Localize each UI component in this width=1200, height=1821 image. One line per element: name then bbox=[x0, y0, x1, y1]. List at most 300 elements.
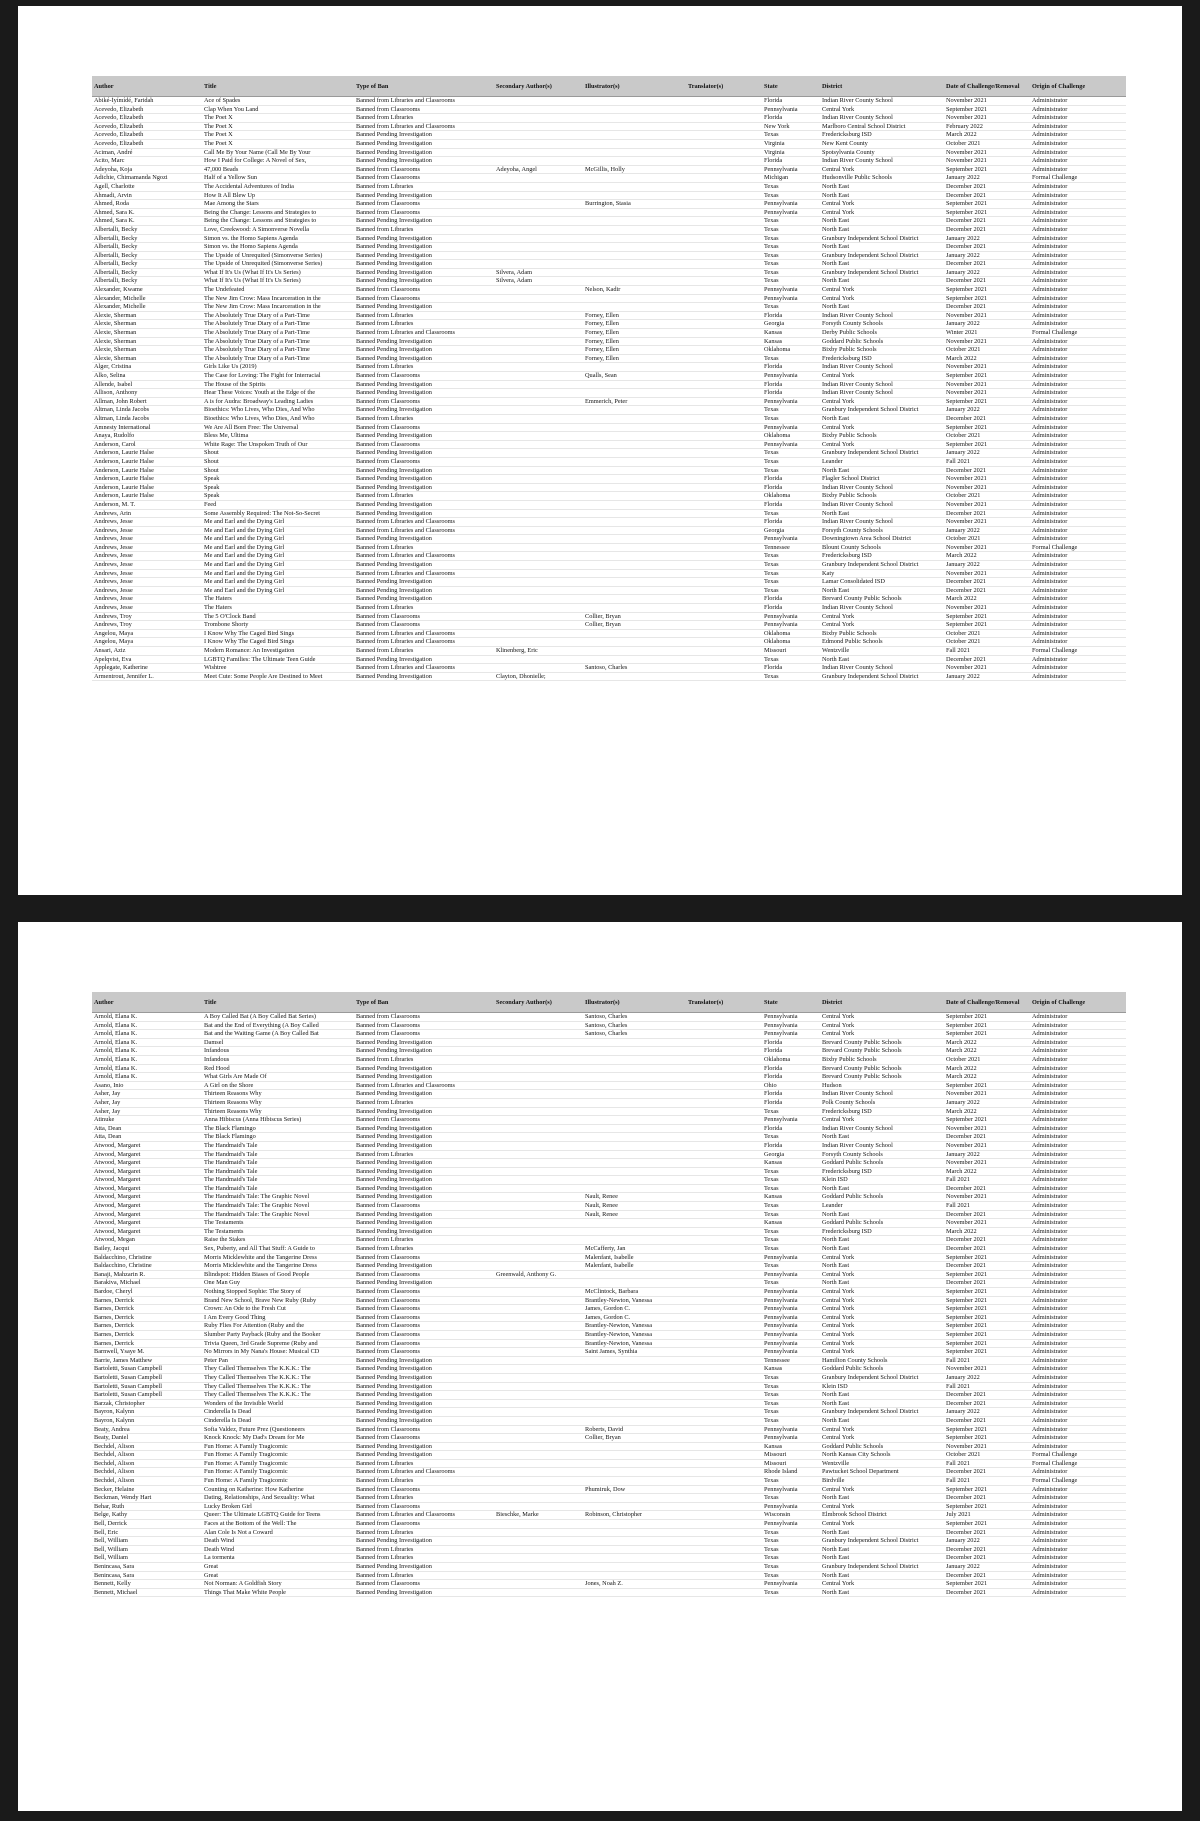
table-row bbox=[92, 1416, 1126, 1425]
title-cell: Anna Hibiscus (Anna Hibiscus Series) bbox=[202, 1116, 354, 1125]
translator-cell bbox=[686, 406, 762, 415]
secondary-author-cell bbox=[494, 380, 583, 389]
date-cell: December 2021 bbox=[944, 1210, 1030, 1219]
author-cell: Andrews, Jesse bbox=[92, 569, 202, 578]
date-cell: December 2021 bbox=[944, 509, 1030, 518]
origin-cell: Administrator bbox=[1030, 1554, 1126, 1563]
table-row bbox=[92, 638, 1126, 647]
state-cell: Georgia bbox=[762, 1150, 820, 1159]
author-cell: Ahmed, Sara K. bbox=[92, 217, 202, 226]
title-cell: Morris Micklewhite and the Tangerine Dress bbox=[202, 1262, 354, 1271]
origin-cell: Administrator bbox=[1030, 1296, 1126, 1305]
district-cell: North East bbox=[820, 277, 944, 286]
district-cell: Goddard Public Schools bbox=[820, 1193, 944, 1202]
district-cell: North East bbox=[820, 1528, 944, 1537]
date-cell: October 2021 bbox=[944, 346, 1030, 355]
date-cell: January 2022 bbox=[944, 174, 1030, 183]
secondary-author-cell bbox=[494, 457, 583, 466]
origin-cell: Administrator bbox=[1030, 131, 1126, 140]
state-cell: Texas bbox=[762, 268, 820, 277]
state-cell: Texas bbox=[762, 1279, 820, 1288]
table-row bbox=[92, 354, 1126, 363]
type-of-ban-cell: Banned Pending Investigation bbox=[354, 191, 494, 200]
illustrator-cell bbox=[583, 260, 686, 269]
origin-cell: Administrator bbox=[1030, 1236, 1126, 1245]
author-cell: Behar, Ruth bbox=[92, 1502, 202, 1511]
district-cell: North East bbox=[820, 1262, 944, 1271]
author-cell: Allende, Isabel bbox=[92, 380, 202, 389]
author-cell: Abiké-Íyímídé, Faridah bbox=[92, 97, 202, 106]
secondary-author-cell bbox=[494, 1245, 583, 1254]
author-cell: Alexie, Sherman bbox=[92, 354, 202, 363]
title-cell: The Absolutely True Diary of a Part-Time bbox=[202, 311, 354, 320]
type-of-ban-cell: Banned Pending Investigation bbox=[354, 1193, 494, 1202]
title-cell: The Handmaid's Tale bbox=[202, 1167, 354, 1176]
title-cell: Fun Home: A Family Tragicomic bbox=[202, 1442, 354, 1451]
author-cell: Anderson, Laurie Halse bbox=[92, 483, 202, 492]
secondary-author-cell bbox=[494, 1520, 583, 1529]
table-row bbox=[92, 621, 1126, 630]
author-cell: Amnesty International bbox=[92, 423, 202, 432]
title-cell: Red Hood bbox=[202, 1064, 354, 1073]
illustrator-cell bbox=[583, 1373, 686, 1382]
origin-cell: Administrator bbox=[1030, 1288, 1126, 1297]
state-cell: Texas bbox=[762, 1202, 820, 1211]
district-cell: North East bbox=[820, 217, 944, 226]
type-of-ban-cell: Banned Pending Investigation bbox=[354, 346, 494, 355]
date-cell: March 2022 bbox=[944, 1107, 1030, 1116]
type-of-ban-cell: Banned Pending Investigation bbox=[354, 483, 494, 492]
date-cell: March 2022 bbox=[944, 1064, 1030, 1073]
type-of-ban-cell: Banned from Libraries and Classrooms bbox=[354, 518, 494, 527]
illustrator-cell bbox=[583, 552, 686, 561]
translator-cell bbox=[686, 414, 762, 423]
title-cell: How I Paid for College: A Novel of Sex, bbox=[202, 157, 354, 166]
state-cell: Pennsylvania bbox=[762, 1348, 820, 1357]
author-cell: Bardoe, Cheryl bbox=[92, 1288, 202, 1297]
district-cell: Central York bbox=[820, 1116, 944, 1125]
secondary-author-cell bbox=[494, 1288, 583, 1297]
state-cell: Florida bbox=[762, 380, 820, 389]
illustrator-cell bbox=[583, 303, 686, 312]
author-cell: Acito, Marc bbox=[92, 157, 202, 166]
secondary-author-cell: Adeyoha, Angel bbox=[494, 165, 583, 174]
district-cell: Downingtown Area School District bbox=[820, 535, 944, 544]
author-cell: Albertalli, Becky bbox=[92, 268, 202, 277]
origin-cell: Administrator bbox=[1030, 1416, 1126, 1425]
author-cell: Barakiva, Michael bbox=[92, 1279, 202, 1288]
author-cell: Andrews, Jesse bbox=[92, 535, 202, 544]
state-cell: Kansas bbox=[762, 1219, 820, 1228]
table-row bbox=[92, 200, 1126, 209]
table-row bbox=[92, 1159, 1126, 1168]
table-row bbox=[92, 466, 1126, 475]
type-of-ban-cell: Banned Pending Investigation bbox=[354, 561, 494, 570]
title-cell: Infandous bbox=[202, 1047, 354, 1056]
title-cell: La tormenta bbox=[202, 1554, 354, 1563]
date-cell: September 2021 bbox=[944, 440, 1030, 449]
state-cell: Florida bbox=[762, 1073, 820, 1082]
date-cell: September 2021 bbox=[944, 1434, 1030, 1443]
title-cell: Me and Earl and the Dying Girl bbox=[202, 543, 354, 552]
state-cell: Texas bbox=[762, 449, 820, 458]
title-cell: Thirteen Reasons Why bbox=[202, 1107, 354, 1116]
date-cell: Fall 2021 bbox=[944, 1176, 1030, 1185]
title-cell: The New Jim Crow: Mass Incarceration in the bbox=[202, 303, 354, 312]
table-row bbox=[92, 114, 1126, 123]
origin-cell: Administrator bbox=[1030, 518, 1126, 527]
illustrator-cell: Collier, Bryan bbox=[583, 1434, 686, 1443]
title-cell: Things That Make White People bbox=[202, 1588, 354, 1597]
author-cell: Atta, Dean bbox=[92, 1124, 202, 1133]
state-cell: Texas bbox=[762, 303, 820, 312]
illustrator-cell bbox=[583, 526, 686, 535]
title-cell: Fun Home: A Family Tragicomic bbox=[202, 1477, 354, 1486]
translator-cell bbox=[686, 1184, 762, 1193]
author-cell: Atwood, Margaret bbox=[92, 1159, 202, 1168]
type-of-ban-cell: Banned from Libraries and Classrooms bbox=[354, 122, 494, 131]
date-cell: November 2021 bbox=[944, 1141, 1030, 1150]
origin-cell: Administrator bbox=[1030, 1305, 1126, 1314]
illustrator-cell bbox=[583, 466, 686, 475]
illustrator-cell bbox=[583, 1365, 686, 1374]
origin-cell: Administrator bbox=[1030, 1545, 1126, 1554]
illustrator-cell: Santoso, Charles bbox=[583, 664, 686, 673]
origin-cell: Administrator bbox=[1030, 414, 1126, 423]
translator-cell bbox=[686, 114, 762, 123]
secondary-author-cell bbox=[494, 131, 583, 140]
district-cell: Central York bbox=[820, 1434, 944, 1443]
type-of-ban-cell: Banned from Libraries bbox=[354, 1245, 494, 1254]
type-of-ban-cell: Banned from Libraries bbox=[354, 604, 494, 613]
secondary-author-cell bbox=[494, 1477, 583, 1486]
date-cell: December 2021 bbox=[944, 277, 1030, 286]
illustrator-cell bbox=[583, 1116, 686, 1125]
district-cell: Central York bbox=[820, 1288, 944, 1297]
illustrator-cell: Nault, Renee bbox=[583, 1202, 686, 1211]
title-cell: Speak bbox=[202, 483, 354, 492]
illustrator-cell bbox=[583, 1141, 686, 1150]
secondary-author-cell bbox=[494, 1554, 583, 1563]
district-cell: Indian River County School bbox=[820, 363, 944, 372]
secondary-author-cell bbox=[494, 561, 583, 570]
type-of-ban-cell: Banned from Libraries bbox=[354, 114, 494, 123]
date-cell: December 2021 bbox=[944, 1554, 1030, 1563]
secondary-author-cell bbox=[494, 1468, 583, 1477]
state-cell: Pennsylvania bbox=[762, 1253, 820, 1262]
title-cell: The Absolutely True Diary of a Part-Time bbox=[202, 346, 354, 355]
author-cell: Belge, Kathy bbox=[92, 1511, 202, 1520]
table-row bbox=[92, 483, 1126, 492]
district-cell: North East bbox=[820, 466, 944, 475]
author-cell: Anaya, Rudolfo bbox=[92, 432, 202, 441]
secondary-author-cell bbox=[494, 1494, 583, 1503]
district-cell: Granbury Independent School District bbox=[820, 251, 944, 260]
illustrator-cell bbox=[583, 414, 686, 423]
type-of-ban-cell: Banned from Classrooms bbox=[354, 612, 494, 621]
district-cell: Flagler School District bbox=[820, 475, 944, 484]
origin-cell: Administrator bbox=[1030, 440, 1126, 449]
state-cell: Texas bbox=[762, 578, 820, 587]
author-cell: Asher, Jay bbox=[92, 1098, 202, 1107]
author-cell: Andrews, Jesse bbox=[92, 578, 202, 587]
state-cell: Texas bbox=[762, 1167, 820, 1176]
secondary-author-cell: Clayton, Dhonielle; bbox=[494, 672, 583, 681]
author-cell: Alexie, Sherman bbox=[92, 311, 202, 320]
type-of-ban-cell: Banned from Classrooms bbox=[354, 1348, 494, 1357]
state-cell: Texas bbox=[762, 1236, 820, 1245]
secondary-author-cell bbox=[494, 114, 583, 123]
date-cell: January 2022 bbox=[944, 320, 1030, 329]
date-cell: March 2022 bbox=[944, 1047, 1030, 1056]
origin-cell: Administrator bbox=[1030, 97, 1126, 106]
origin-cell: Administrator bbox=[1030, 397, 1126, 406]
origin-cell: Administrator bbox=[1030, 535, 1126, 544]
type-of-ban-cell: Banned Pending Investigation bbox=[354, 1141, 494, 1150]
title-cell: Wishtree bbox=[202, 664, 354, 673]
secondary-author-cell bbox=[494, 1184, 583, 1193]
state-cell: Texas bbox=[762, 1373, 820, 1382]
author-cell: Atwood, Margaret bbox=[92, 1184, 202, 1193]
author-cell: Bartoletti, Susan Campbell bbox=[92, 1365, 202, 1374]
secondary-author-cell: Klinenberg, Eric bbox=[494, 647, 583, 656]
state-cell: Texas bbox=[762, 457, 820, 466]
title-cell: The Handmaid's Tale bbox=[202, 1176, 354, 1185]
type-of-ban-cell: Banned from Classrooms bbox=[354, 1502, 494, 1511]
translator-cell bbox=[686, 655, 762, 664]
state-cell: Texas bbox=[762, 1399, 820, 1408]
title-cell: Being the Change: Lessons and Strategies to bbox=[202, 217, 354, 226]
type-of-ban-cell: Banned from Classrooms bbox=[354, 294, 494, 303]
table-row bbox=[92, 1459, 1126, 1468]
translator-cell bbox=[686, 182, 762, 191]
type-of-ban-cell: Banned from Classrooms bbox=[354, 1434, 494, 1443]
translator-cell bbox=[686, 1219, 762, 1228]
secondary-author-cell bbox=[494, 1262, 583, 1271]
illustrator-cell: Roberts, David bbox=[583, 1425, 686, 1434]
author-cell: Anderson, Laurie Halse bbox=[92, 466, 202, 475]
table-row bbox=[92, 500, 1126, 509]
date-cell: September 2021 bbox=[944, 1580, 1030, 1589]
author-cell: Bechdel, Alison bbox=[92, 1442, 202, 1451]
translator-cell bbox=[686, 1176, 762, 1185]
type-of-ban-cell: Banned from Classrooms bbox=[354, 440, 494, 449]
date-cell: December 2021 bbox=[944, 1133, 1030, 1142]
origin-cell: Administrator bbox=[1030, 157, 1126, 166]
secondary-author-cell bbox=[494, 1193, 583, 1202]
type-of-ban-cell: Banned from Libraries bbox=[354, 363, 494, 372]
title-cell: A is for Audra: Broadway's Leading Ladies bbox=[202, 397, 354, 406]
type-of-ban-cell: Banned Pending Investigation bbox=[354, 1399, 494, 1408]
state-cell: Wisconsin bbox=[762, 1511, 820, 1520]
secondary-author-cell bbox=[494, 1176, 583, 1185]
date-cell: September 2021 bbox=[944, 1030, 1030, 1039]
translator-cell bbox=[686, 1459, 762, 1468]
date-cell: March 2022 bbox=[944, 131, 1030, 140]
author-cell: Atwood, Margaret bbox=[92, 1141, 202, 1150]
date-cell: September 2021 bbox=[944, 612, 1030, 621]
translator-cell bbox=[686, 200, 762, 209]
state-cell: Florida bbox=[762, 1141, 820, 1150]
date-cell: December 2021 bbox=[944, 1184, 1030, 1193]
district-cell: Central York bbox=[820, 1580, 944, 1589]
origin-cell: Administrator bbox=[1030, 337, 1126, 346]
table-row bbox=[92, 604, 1126, 613]
district-cell: North East bbox=[820, 1391, 944, 1400]
origin-cell: Formal Challenge bbox=[1030, 329, 1126, 338]
date-cell: Fall 2021 bbox=[944, 1477, 1030, 1486]
author-cell: Baldacchino, Christine bbox=[92, 1253, 202, 1262]
date-cell: Winter 2021 bbox=[944, 329, 1030, 338]
type-of-ban-cell: Banned Pending Investigation bbox=[354, 268, 494, 277]
state-cell: Texas bbox=[762, 655, 820, 664]
title-cell: We Are All Born Free: The Universal bbox=[202, 423, 354, 432]
table-row bbox=[92, 1098, 1126, 1107]
origin-cell: Administrator bbox=[1030, 1322, 1126, 1331]
type-of-ban-cell: Banned from Classrooms bbox=[354, 1202, 494, 1211]
state-cell: Texas bbox=[762, 1245, 820, 1254]
author-cell: Arnold, Elana K. bbox=[92, 1021, 202, 1030]
illustrator-cell: Nelson, Kadir bbox=[583, 286, 686, 295]
origin-cell: Administrator bbox=[1030, 1150, 1126, 1159]
date-cell: December 2021 bbox=[944, 1399, 1030, 1408]
state-cell: Florida bbox=[762, 389, 820, 398]
state-cell: Oklahoma bbox=[762, 638, 820, 647]
author-cell: Ahmed, Roda bbox=[92, 200, 202, 209]
date-cell: December 2021 bbox=[944, 1245, 1030, 1254]
column-header-illustrators: Illustrator(s) bbox=[583, 76, 686, 97]
district-cell: North East bbox=[820, 1236, 944, 1245]
translator-cell bbox=[686, 354, 762, 363]
translator-cell bbox=[686, 1425, 762, 1434]
translator-cell bbox=[686, 97, 762, 106]
table-row bbox=[92, 543, 1126, 552]
state-cell: Texas bbox=[762, 1210, 820, 1219]
title-cell: Damsel bbox=[202, 1038, 354, 1047]
district-cell: Indian River County School bbox=[820, 518, 944, 527]
author-cell: Beaty, Daniel bbox=[92, 1434, 202, 1443]
translator-cell bbox=[686, 397, 762, 406]
table-row bbox=[92, 1193, 1126, 1202]
type-of-ban-cell: Banned from Classrooms bbox=[354, 1296, 494, 1305]
translator-cell bbox=[686, 1348, 762, 1357]
translator-cell bbox=[686, 612, 762, 621]
translator-cell bbox=[686, 337, 762, 346]
district-cell: Central York bbox=[820, 1322, 944, 1331]
district-cell: North East bbox=[820, 1571, 944, 1580]
secondary-author-cell bbox=[494, 535, 583, 544]
illustrator-cell: Emmerich, Peter bbox=[583, 397, 686, 406]
secondary-author-cell bbox=[494, 191, 583, 200]
secondary-author-cell bbox=[494, 1013, 583, 1022]
secondary-author-cell bbox=[494, 1038, 583, 1047]
date-cell: Fall 2021 bbox=[944, 1356, 1030, 1365]
state-cell: Oklahoma bbox=[762, 492, 820, 501]
secondary-author-cell bbox=[494, 122, 583, 131]
district-cell: Granbury Independent School District bbox=[820, 406, 944, 415]
illustrator-cell bbox=[583, 518, 686, 527]
secondary-author-cell bbox=[494, 1442, 583, 1451]
illustrator-cell bbox=[583, 105, 686, 114]
origin-cell: Administrator bbox=[1030, 303, 1126, 312]
type-of-ban-cell: Banned from Classrooms bbox=[354, 423, 494, 432]
title-cell: The Accidental Adventures of India bbox=[202, 182, 354, 191]
title-cell: The New Jim Crow: Mass Incarceration in the bbox=[202, 294, 354, 303]
state-cell: Kansas bbox=[762, 1159, 820, 1168]
translator-cell bbox=[686, 1038, 762, 1047]
secondary-author-cell bbox=[494, 595, 583, 604]
table-row bbox=[92, 449, 1126, 458]
origin-cell: Administrator bbox=[1030, 483, 1126, 492]
state-cell: Texas bbox=[762, 406, 820, 415]
state-cell: Texas bbox=[762, 1494, 820, 1503]
translator-cell bbox=[686, 1468, 762, 1477]
illustrator-cell bbox=[583, 148, 686, 157]
illustrator-cell bbox=[583, 294, 686, 303]
secondary-author-cell bbox=[494, 1055, 583, 1064]
title-cell: Love, Creekwood: A Simonverse Novella bbox=[202, 225, 354, 234]
title-cell: No Mirrors in My Nana's House: Musical CD bbox=[202, 1348, 354, 1357]
secondary-author-cell bbox=[494, 543, 583, 552]
illustrator-cell bbox=[583, 509, 686, 518]
translator-cell bbox=[686, 243, 762, 252]
author-cell: Bechdel, Alison bbox=[92, 1468, 202, 1477]
column-header-district: District bbox=[820, 992, 944, 1013]
table-row bbox=[92, 1081, 1126, 1090]
translator-cell bbox=[686, 552, 762, 561]
district-cell: Fredericksburg ISD bbox=[820, 1167, 944, 1176]
origin-cell: Administrator bbox=[1030, 406, 1126, 415]
table-row bbox=[92, 268, 1126, 277]
translator-cell bbox=[686, 1494, 762, 1503]
state-cell: Pennsylvania bbox=[762, 1520, 820, 1529]
secondary-author-cell bbox=[494, 363, 583, 372]
title-cell: The Testaments bbox=[202, 1219, 354, 1228]
district-cell: Central York bbox=[820, 294, 944, 303]
type-of-ban-cell: Banned Pending Investigation bbox=[354, 578, 494, 587]
type-of-ban-cell: Banned from Classrooms bbox=[354, 1288, 494, 1297]
district-cell: Central York bbox=[820, 1013, 944, 1022]
title-cell: Bioethics: Who Lives, Who Dies, And Who bbox=[202, 414, 354, 423]
translator-cell bbox=[686, 1313, 762, 1322]
district-cell: Central York bbox=[820, 423, 944, 432]
date-cell: Fall 2021 bbox=[944, 647, 1030, 656]
type-of-ban-cell: Banned from Classrooms bbox=[354, 1270, 494, 1279]
state-cell: Texas bbox=[762, 217, 820, 226]
translator-cell bbox=[686, 191, 762, 200]
author-cell: Alexie, Sherman bbox=[92, 346, 202, 355]
translator-cell bbox=[686, 311, 762, 320]
state-cell: New York bbox=[762, 122, 820, 131]
district-cell: North East bbox=[820, 1184, 944, 1193]
translator-cell bbox=[686, 1150, 762, 1159]
illustrator-cell bbox=[583, 1064, 686, 1073]
illustrator-cell: Collier, Bryan bbox=[583, 621, 686, 630]
type-of-ban-cell: Banned Pending Investigation bbox=[354, 1356, 494, 1365]
author-cell: Anderson, Laurie Halse bbox=[92, 475, 202, 484]
title-cell: A Girl on the Shore bbox=[202, 1081, 354, 1090]
table-row bbox=[92, 414, 1126, 423]
table-row bbox=[92, 1563, 1126, 1572]
secondary-author-cell bbox=[494, 1219, 583, 1228]
type-of-ban-cell: Banned from Libraries bbox=[354, 225, 494, 234]
origin-cell: Administrator bbox=[1030, 268, 1126, 277]
author-cell: Adichie, Chimamanda Ngozi bbox=[92, 174, 202, 183]
title-cell: I Am Every Good Thing bbox=[202, 1313, 354, 1322]
state-cell: Florida bbox=[762, 483, 820, 492]
district-cell: Wentzville bbox=[820, 1459, 944, 1468]
illustrator-cell: Forney, Ellen bbox=[583, 311, 686, 320]
